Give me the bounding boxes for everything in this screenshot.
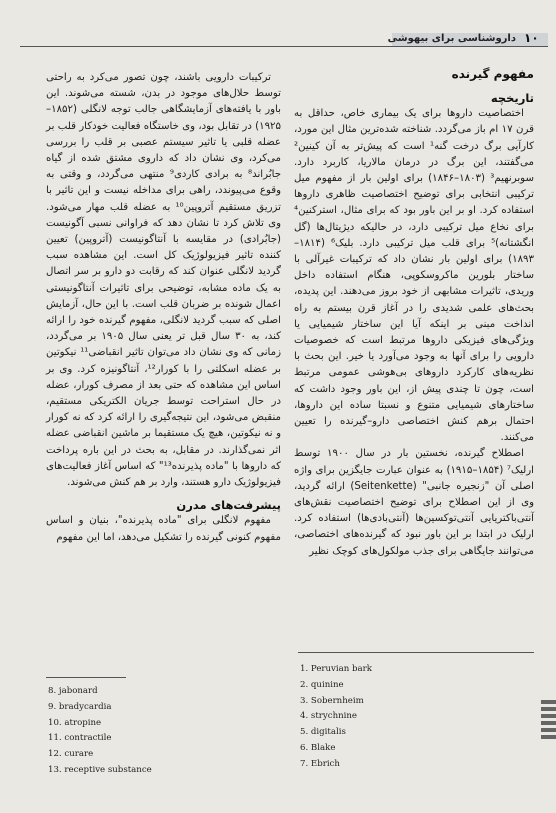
header-rule — [20, 46, 548, 47]
thumb-index-mark — [541, 707, 556, 711]
section-heading: مفهوم گیرنده — [451, 67, 534, 81]
page-number: ۱۰ — [524, 31, 539, 45]
footnote: 4. strychnine — [300, 711, 358, 722]
paragraph: اصطلاح گیرنده، نخستین بار در سال ۱۹۰۰ توسط ارلیک⁷ (۱۸۵۴–۱۹۱۵) به عنوان عبارت جایگزین برای واژه اصلی آن "زنجیره جانبی" (Seitenkette) ارائه گردید، وی از این اصطلاح برای توضیح اختصاصیت نقش‌های آنتی‌باکتریایی آنتی‌توکسین‌ها (آنتی‌بادی‌ها) استفاده کرد. ارلیک در ابتدا بر این باور نبود که گیرنده‌های اختصاصی، می‌توانند جایگاهی برای جذب مولکول‌های کوچک نظیر — [294, 448, 535, 557]
footnote: 12. curare — [48, 749, 94, 760]
footnote: 11. contractile — [48, 733, 112, 744]
footnote: 9. bradycardia — [48, 701, 112, 712]
thumb-index-mark — [541, 721, 556, 725]
subsection-heading-history: تاریخچه — [490, 91, 534, 105]
footnotes-right — [300, 662, 372, 773]
footnote: 13. receptive substance — [48, 764, 152, 775]
footnote: 2. quinine — [300, 679, 344, 690]
paragraph: مفهوم لانگلی برای "ماده پذیرنده"، بنیان و اساس مفهوم کنونی گیرنده را تشکیل می‌دهد، اما این مفهوم — [46, 515, 281, 543]
footnote: 8. jabonard — [48, 686, 98, 696]
thumb-index-marks — [541, 700, 556, 742]
footnote: 1. Peruvian bark — [300, 664, 372, 674]
footnote: 5. digitalis — [300, 727, 346, 738]
subsection-heading-modern: پیشرفت‌های مدرن — [176, 498, 281, 513]
thumb-index-mark — [541, 735, 556, 739]
footnote-rule-right — [298, 652, 534, 653]
left-text-column — [46, 70, 281, 546]
paragraph: اختصاصیت داروها برای یک بیماری خاص، حداقل به قرن ۱۷ ام باز می‌گردد. شناخته شده‌ترین مثال این مورد، کارآیی برگ درخت گنه¹ است که پیش‌تر به آن کینین² می‌گفتند، این برگ در درمان مالاریا، کاربرد دارد. سوبرنهیم³ (۱۸۰۳–۱۸۴۶) برای اولین بار از مفهوم میل ترکیبی انتخابی برای توضیح اختصاصیت ظاهری داروها استفاده کرد. او بر این باور بود که برای مثال، استرکنین⁴ برای نخاع میل ترکیبی دارد، در حالیکه دیژیتال‌ها (گل انگشتانه)⁵ برای قلب میل ترکیبی دارد. بلیک⁶ (۱۸۱۴–۱۸۹۳) برای اولین بار نشان داد که ترکیبات غیرآلی با ساختار بلورین ماکروسکوپی، هنگام استفاده داخل وریدی، تاثیرات مشابهی از خود بروز می‌دهند. این پدیده، بحث‌های علمی شدیدی را در آغاز قرن بیستم به راه انداخت مبنی بر اینکه آیا این ساختار شیمیایی یا ویژگی‌های فیزیکی داروها مرتبط است که خصوصیات دارویی را برای آنها به وجود می‌آورد یا خیر. این بحث با نظریه‌های کارکرد داروهای بی‌هوشی عمومی مرتبط است، چون تا چندی پیش از، این باور وجود داشت که ساختارهای شیمیایی متنوع و نسبتا ساده این داروها، احتمال برهم کنش اختصاصی دارو–گیرنده را تعیین می‌کنند. — [294, 108, 535, 444]
thumb-index-mark — [541, 728, 556, 732]
footnote: 3. Sobernheim — [300, 695, 364, 706]
footnote: 10. atropine — [48, 717, 102, 728]
footnote: 6. Blake — [300, 742, 336, 753]
footnotes-left — [48, 684, 152, 779]
running-title: داروشناسی برای بیهوشی — [387, 33, 516, 44]
right-text-column — [294, 90, 534, 560]
footnote: 7. Ebrich — [300, 758, 340, 769]
paragraph: ترکیبات دارویی باشند، چون تصور می‌کرد به راحتی توسط حلال‌های موجود در بدن، شسته می‌شوند. این باور با یافته‌های آزمایشگاهی جالب توجه لانگلی (۱۸۵۲–۱۹۲۵) در تقابل بود، وی خاستگاه فعالیت خودکار قلب بر عضله قلبی یا تاثیر سیستم عصبی بر قلب را بررسی می‌کرد، وی نشان داد که داروی مشتق شده از گیاه جابُراند⁸ به برادی کاردی⁹ منتهی می‌گردد، و وقتی به وقوع می‌پیوندد، راهی برای مداخله نیست و این تاثیر با تزریق مستقیم آتروپین¹⁰ به عضله قلب مهار می‌شود. وی تلاش کرد تا نشان دهد که فراوانی نسبی آگونیست (جابُرادی) در مقایسه با آنتاگونیست (آتروپین) تعیین کننده تاثیر فیزیولوژیک کل است. این مشاهده سبب گردید لانگلی عنوان کند که رقابت دو دارو بر سر اتصال به یک ماده مشابه، توضیحی برای تاثیرات آنتاگونیستی اعمال شونده بر ضربان قلب است. با این حال، آزمایش اصلی که سبب گردید لانگلی، مفهوم گیرنده خود را ارائه کند، به ۳۰ سال قبل تر یعنی سال ۱۹۰۵ بر می‌گردد، زمانی که وی نشان داد می‌توان تاثیر انقباضی¹¹ نیکوتین بر عضله اسکلتی را با کورار¹²، آنتاگونیزه کرد. وی بر اساس این مشاهده که حتی بعد از مصرف کورار، عضله در حال استراحت توسط جریان الکتریکی مستقیم، منقبض می‌شود، این نتیجه‌گیری را ارائه کرد که نه کورار و نه نیکوتین، هیچ یک مستقیما بر ماشین انقباضی عضله اثر نمی‌گذارند. در مقابل، به بحث در این باره پرداخت که داروها با "ماده پذیرنده¹³" که اساس آغاز فعالیت‌های فیزیولوژیک دارو هستند، وارد بر هم کنش می‌شوند. — [46, 72, 282, 489]
thumb-index-mark — [541, 714, 556, 718]
footnote-rule-left — [46, 677, 126, 678]
thumb-index-mark — [541, 700, 556, 704]
